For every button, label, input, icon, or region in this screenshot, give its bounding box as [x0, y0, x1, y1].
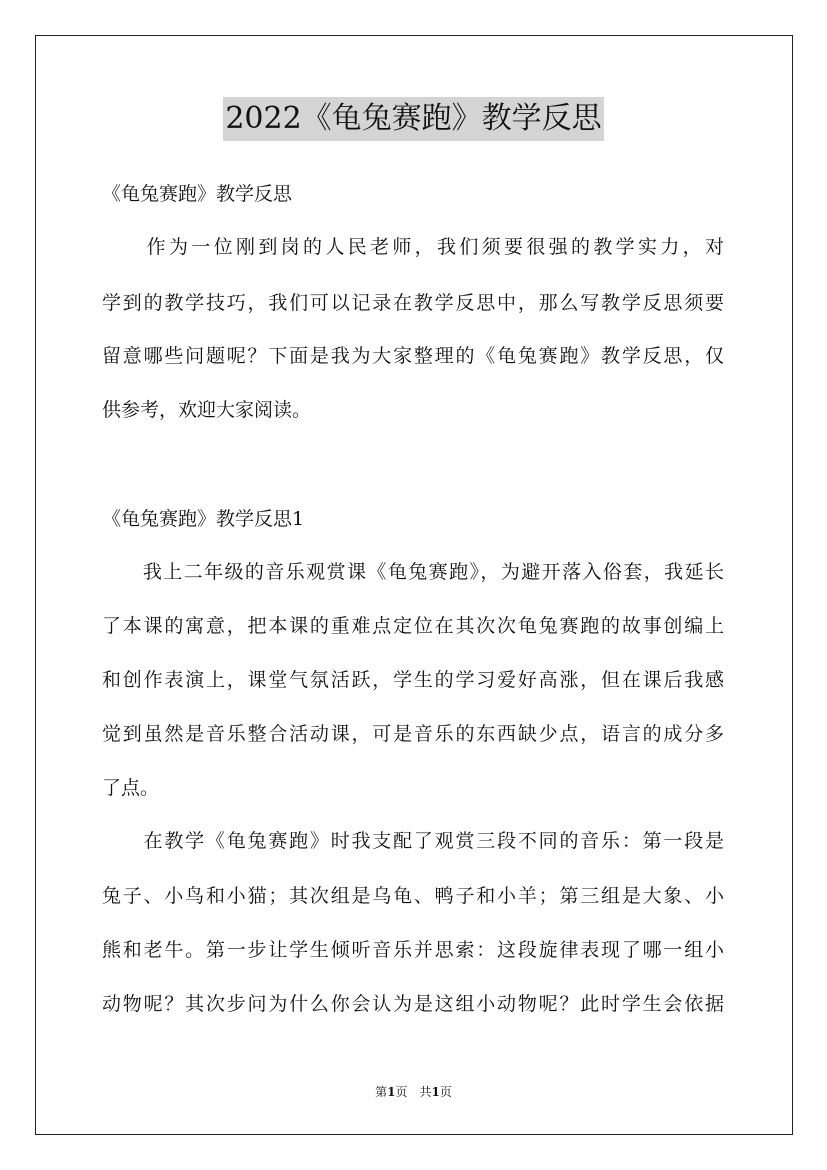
page-prefix: 第	[375, 1085, 388, 1099]
current-page-number: 1	[387, 1085, 396, 1099]
intro-line: 留意哪些问题呢？下面是我为大家整理的《龟兔赛跑》教学反思，仅	[102, 345, 724, 367]
section-heading: 《龟兔赛跑》教学反思1	[102, 508, 305, 530]
paragraph-line: 在教学《龟兔赛跑》时我支配了观赏三段不同的音乐：第一段是	[102, 830, 724, 852]
page-footer	[0, 1084, 827, 1100]
subtitle: 《龟兔赛跑》教学反思	[102, 183, 293, 205]
intro-line: 供参考，欢迎大家阅读。	[102, 399, 312, 421]
intro-line: 作为一位刚到岗的人民老师，我们须要很强的教学实力，对	[102, 236, 724, 258]
paragraph-line: 和创作表演上，课堂气氛活跃，学生的学习爱好高涨，但在课后我感	[102, 669, 724, 691]
total-page-number: 1	[431, 1085, 440, 1099]
paragraph-line: 我上二年级的音乐观赏课《龟兔赛跑》，为避开落入俗套，我延长	[102, 561, 724, 583]
intro-line: 学到的教学技巧，我们可以记录在教学反思中，那么写教学反思须要	[102, 292, 724, 314]
page-suffix: 页	[439, 1085, 452, 1099]
paragraph-line: 兔子、小鸟和小猫；其次组是乌龟、鸭子和小羊；第三组是大象、小	[102, 885, 724, 907]
paragraph-line: 熊和老牛。第一步让学生倾听音乐并思索：这段旋律表现了哪一组小	[102, 939, 724, 961]
paragraph-line: 觉到虽然是音乐整合活动课，可是音乐的东西缺少点，语言的成分多	[102, 723, 724, 745]
document-title: 2022《龟兔赛跑》教学反思	[223, 97, 603, 141]
page-mid: 页 共	[395, 1085, 432, 1099]
paragraph-line: 了本课的寓意，把本课的重难点定位在其次次龟兔赛跑的故事创编上	[102, 615, 724, 637]
paragraph-line: 了点。	[102, 777, 160, 799]
paragraph-line: 动物呢？其次步问为什么你会认为是这组小动物呢？此时学生会依据	[102, 993, 724, 1015]
title-container	[0, 97, 827, 141]
